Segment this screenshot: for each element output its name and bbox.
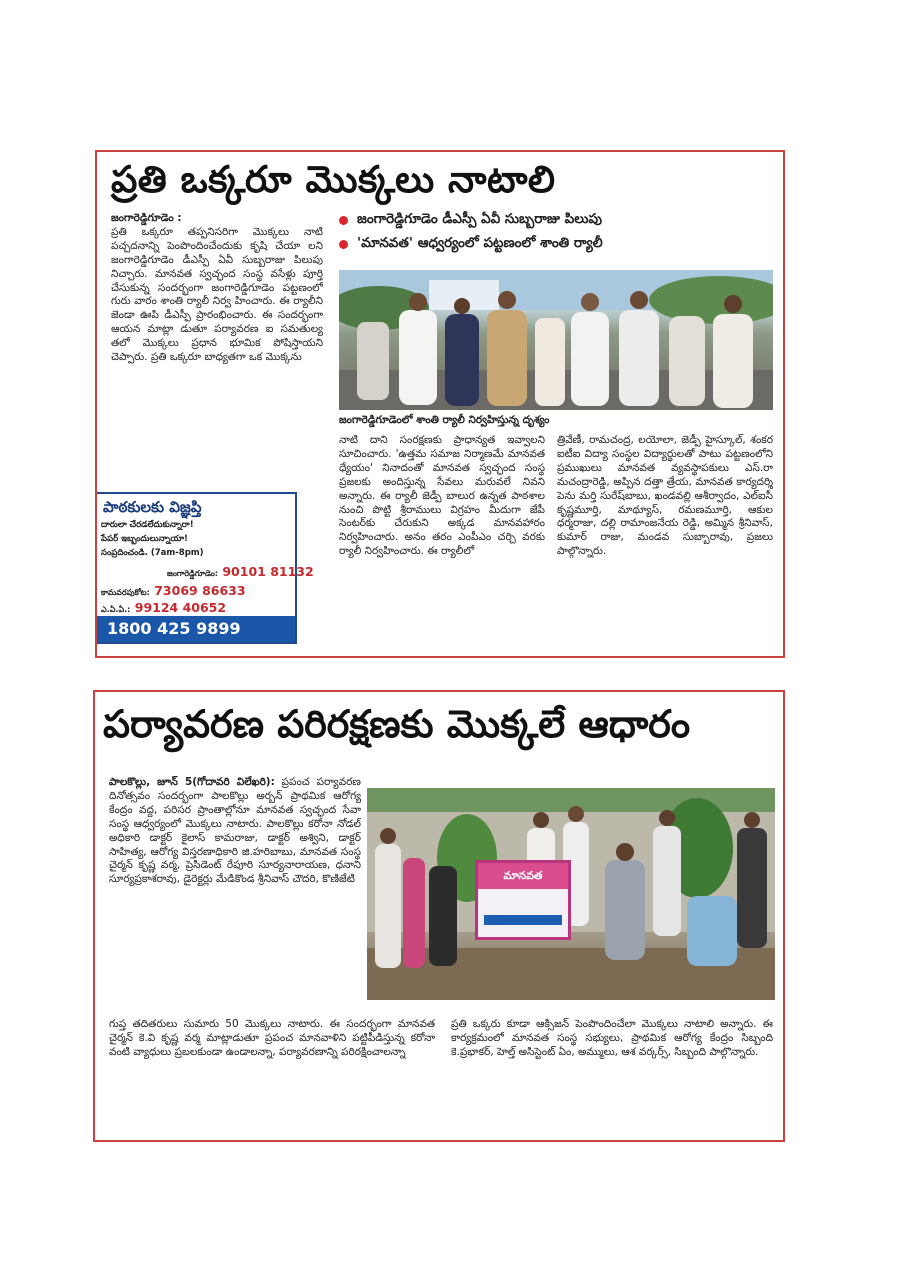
- bullet-dot-icon: [339, 240, 348, 249]
- article-2-column-1: [109, 776, 361, 1000]
- ad-phone-row: కామవరపుకోట: 73069 86633: [101, 583, 246, 598]
- plantation-photo-illustration: [367, 788, 775, 1000]
- manavata-banner: [475, 860, 571, 940]
- dateline-2: పాలకొల్లు, జూన్ 5(గోదావరి విలేఖరి):: [109, 776, 275, 788]
- banner-stripe: [484, 915, 562, 925]
- ad-title: పాఠకులకు విజ్ఞప్తి: [103, 498, 202, 516]
- photo-caption-1: జంగారెడ్డిగూడెంలో శాంతి ర్యాలీ నిర్వహిస్తున్న దృశ్యం: [339, 414, 550, 426]
- ad-line: దారులా చేరడలేదుకున్నారా!: [101, 520, 194, 530]
- article-1-column-3: త్రివేణీ, రామచంద్ర, లయోలా, జెడ్పీ హైస్కూల్, శంకర ఐటీఐ విద్యా సంస్థల విద్యార్థులతో పాటు పట్టణంలోని ప్రముఖులు మానవత వ్యవస్థాపకులు ఎస్.రా మచంద్రారెడ్డి, అప్పిన దత్తా త్రేయ, మానవత కార్యదర్శి పెను మర్తి సురేష్‌బాబు, ఖండవల్లి ఆశీర్వాదం, ఎల్ఐసీ కృష్ణమూర్తి, మాథ్యూస్, రమణమూర్తి, ఆకుల ధర్మరాజు, దల్లి రామాంజనేయ రెడ్డి, అమ్మిన శ్రీనివాస్, కుమార్ రాజు, మండవ సుబ్బారావు, ప్రజలు పాల్గొన్నారు.: [557, 434, 773, 558]
- rally-photo-illustration: [339, 270, 773, 410]
- ad-line: పేపర్ ఇబ్బందులున్నాయా!: [101, 534, 188, 544]
- reader-notice-ad: [97, 492, 314, 644]
- ad-line: సంప్రదించండి. (7am-8pm): [101, 548, 204, 558]
- headline-2: పర్యావరణ పరిరక్షణకు మొక్కలే ఆధారం: [103, 702, 691, 746]
- banner-title: మానవత: [478, 863, 568, 889]
- article-2-column-1b: గుప్త తదితరులు సుమారు 50 మొక్కలు నాటారు. ఈ సందర్భంగా మానవత చైర్మన్ కె.వి కృష్ణ వర్మ మాట్లాడుతూ ప్రపంచ మానవాళిని పట్టిపీడిస్తున్న కరోనా వంటి వ్యాధులు ప్రబలకుండా ఉండాలన్నా, పర్యావరణాన్ని పరిరక్షించాలన్నా: [109, 1018, 435, 1058]
- tollfree-number: 1800 425 9899: [97, 616, 295, 642]
- highlight-item: 'మానవత' ఆధ్వర్యంలో పట్టణంలో శాంతి ర్యాలీ: [339, 232, 779, 256]
- news-clipping-2: [93, 690, 785, 1142]
- news-clipping-1: [95, 150, 785, 658]
- plantation-photo: [367, 788, 775, 1000]
- bullet-dot-icon: [339, 216, 348, 225]
- article-1-col1-text: ప్రతి ఒక్కరూ తప్పనిసరిగా మొక్కలు నాటి పచ్చదనాన్ని పెంపొందించేందుకు కృషి చేయా లని జంగారెడ్డిగూడెం డీఎస్పీ ఏవీ సుబ్బరాజు పిలుపు నిచ్చారు. మానవత స్వచ్ఛంద సంస్థ వసేళ్లు పూర్తి చేసుకున్న సందర్భంగా జంగారెడ్డిగూడెం పట్టణంలో గురు వారం శాంతి ర్యాలీ నిర్వ హించారు. ఈ ర్యాలీని జెండా ఊపి డీఎస్పీ ప్రారంభించారు. ఈ సందర్భంగా ఆయన మాట్లా డుతూ పర్యావరణ ఐ సమతుల్య తలో మొక్కలు ప్రధాన భూమిక పోషిస్తాయని చెప్పారు. ప్రతి ఒక్కరూ బాధ్యతగా ఒక మొక్కను: [111, 225, 323, 364]
- dateline-1: జంగారెడ్డిగూడెం :: [111, 212, 182, 224]
- ad-phone-row: ఎ.ఏ.ఏ.: 99124 40652: [101, 600, 227, 615]
- highlight-item: జంగారెడ్డిగూడెం డీఎస్పీ ఏవీ సుబ్బరాజు పిలుపు: [339, 208, 779, 232]
- headline-1: ప్రతి ఒక్కరూ మొక్కలు నాటాలి: [111, 158, 556, 201]
- highlights-list: [339, 208, 779, 256]
- article-1-column-1: [111, 212, 323, 486]
- rally-photo: [339, 270, 773, 410]
- article-2-column-2: ప్రతి ఒక్కరు కూడా ఆక్సిజన్ పెంపొందించేలా మొక్కలు నాటాలి అన్నారు. ఈ కార్యక్రమంలో మానవత సంస్థ సభ్యులు, ప్రాథమిక ఆరోగ్య కేంద్రం సిబ్బంది కె.ప్రభాకర్, హెల్త్ అసిస్టెంట్ ఏం, అమ్ములు, ఆశ వర్కర్స్, సిబ్బంది పాల్గొన్నారు.: [451, 1018, 773, 1058]
- ad-phone-row: జంగారెడ్డిగూడెం: 90101 81132: [167, 564, 314, 579]
- article-1-column-2: నాటి దాని సంరక్షణకు ప్రాధాన్యత ఇవ్వాలని సూచించారు. 'ఉత్తమ సమాజ నిర్మాణమే మానవత ధ్యేయం' నినాదంతో మానవత స్వచ్ఛంద సంస్థ ప్రజలకు అందిస్తున్న సేవలు మరువలే నివని అన్నారు. ఈ ర్యాలీ జెడ్పీ బాలుర ఉన్నత పాఠశాల నుంచి పొట్టి శ్రీరాములు విగ్రహం మీదుగా జేపీ సెంటర్‌కు చేరుకుని అక్కడ మానవహారం నిర్వహించారు. అనం తరం ఎంపీఎం చర్చి వరకు ర్యాలీ నిర్వహించారు. ఈ ర్యాలీలో: [339, 434, 545, 558]
- article-2-col1-text: ప్రపంచ పర్యావరణ దినోత్సవం సందర్భంగా పాలకొల్లు అర్బన్ ప్రాథమిక ఆరోగ్య కేంద్రం వద్ద, పరిసర ప్రాంతాల్లోనూ మానవత స్వచ్ఛంద సేవా సంస్థ ఆధ్వర్యంలో మొక్కలు నాటారు. పాలకొల్లు కరోనా నోడల్ అధికారి డాక్టర్ కైలాస్ కామరాజు, డాక్టర్ అశ్విని, డాక్టర్ సాహిత్య, ఆరోగ్య విస్తరణాధికారి జి.హరిబాబు, మానవత సంస్థ చైర్మన్ కృష్ణ వర్మ, ప్రెసిడెంట్ రేపూరి సూర్యనారాయణ, ధనాని సూర్యప్రకాశరావు, డైరెక్టర్లు మేడికొండ శ్రీనివాస్ చౌదరి, కొణిజేటి: [109, 776, 361, 886]
